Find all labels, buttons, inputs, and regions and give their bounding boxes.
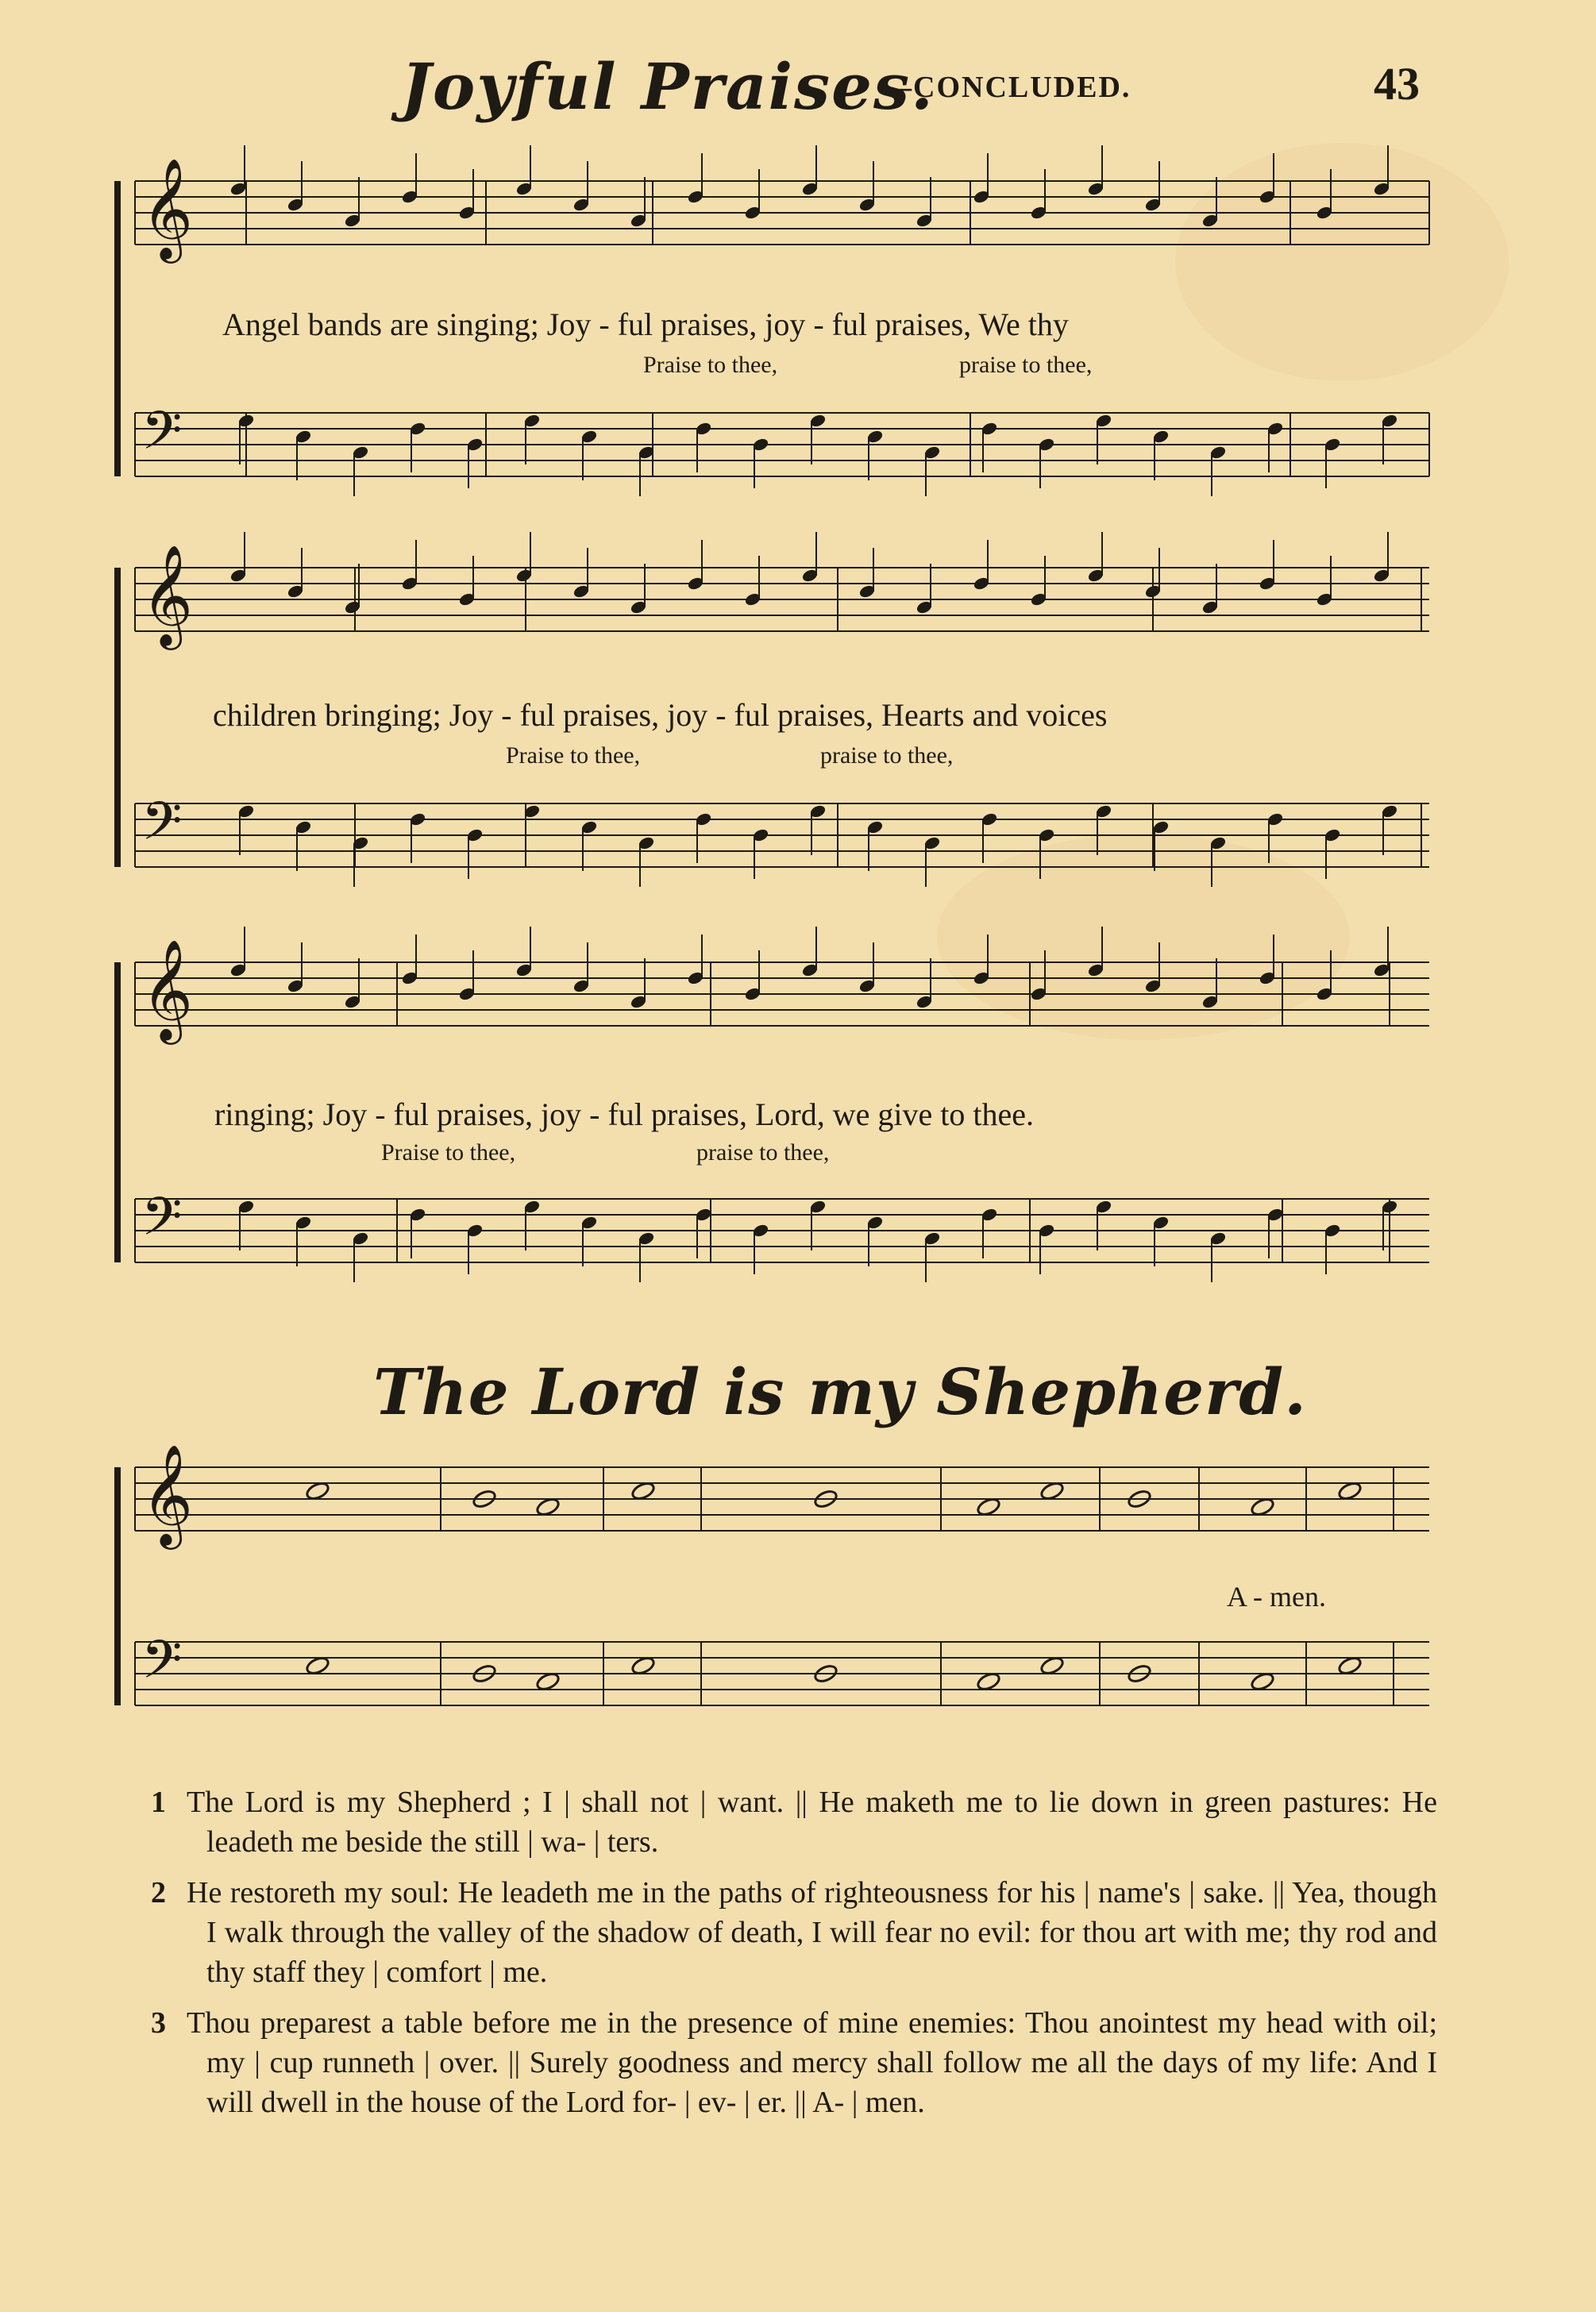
treble-clef-icon: 𝄞 [141, 1443, 194, 1545]
verses [151, 1782, 1437, 2133]
bass-words-3a: Praise to thee, [381, 1139, 516, 1166]
lyrics-line-2: children bringing; Joy - ful praises, joy - ful praises, Hearts and voices [213, 697, 1108, 733]
bass-words-2b: praise to thee, [820, 742, 954, 769]
chant-title: The Lord is my Shepherd. [373, 1354, 1308, 1429]
bass-words-3b: praise to thee, [696, 1139, 830, 1166]
bass-clef-icon: 𝄢 [141, 400, 183, 474]
lyrics-line-1: Angel bands are singing; Joy - ful praises, joy - ful praises, We thy [222, 306, 1069, 342]
bass-words-2a: Praise to thee, [506, 742, 641, 769]
bass-clef-icon: 𝄢 [141, 1186, 183, 1260]
song-title: Joyful Praises. [401, 49, 935, 124]
treble-clef-icon: 𝄞 [141, 544, 194, 645]
bass-clef-icon: 𝄢 [141, 791, 183, 865]
verse-3: 3 Thou preparest a table before me in the presence of mine enemies: Thou anointest my head with oil; my | cup runneth | over. || Surely goodness and mercy shall follow me all the days of my life: And I will dwell in the house of the Lord for- | ev- | er. || A- | men. [151, 2006, 1437, 2119]
verse-1: 1 The Lord is my Shepherd ; I | shall not | want. || He maketh me to lie down in green pastures: He leadeth me beside the still | wa- | ters. [151, 1786, 1437, 1859]
treble-clef-icon: 𝄞 [141, 157, 194, 259]
bass-words-1b: praise to thee, [959, 352, 1093, 378]
lyrics-line-3: ringing; Joy - ful praises, joy - ful praises, Lord, we give to thee. [214, 1096, 1034, 1132]
bass-words-1a: Praise to thee, [643, 352, 778, 378]
page-number: 43 [1374, 58, 1420, 110]
verse-2: 2 He restoreth my soul: He leadeth me in the paths of righteousness for his | name's | sake. || Yea, though I walk through the valley of the shadow of death, I will fear no evil: for thou art with me; thy rod and thy staff they | comfort | me. [151, 1876, 1437, 1989]
bass-clef-icon: 𝄢 [141, 1629, 183, 1703]
amen-lyric: A - men. [1227, 1581, 1326, 1613]
song-subtitle: —CONCLUDED. [881, 71, 1131, 104]
treble-clef-icon: 𝄞 [141, 938, 194, 1040]
